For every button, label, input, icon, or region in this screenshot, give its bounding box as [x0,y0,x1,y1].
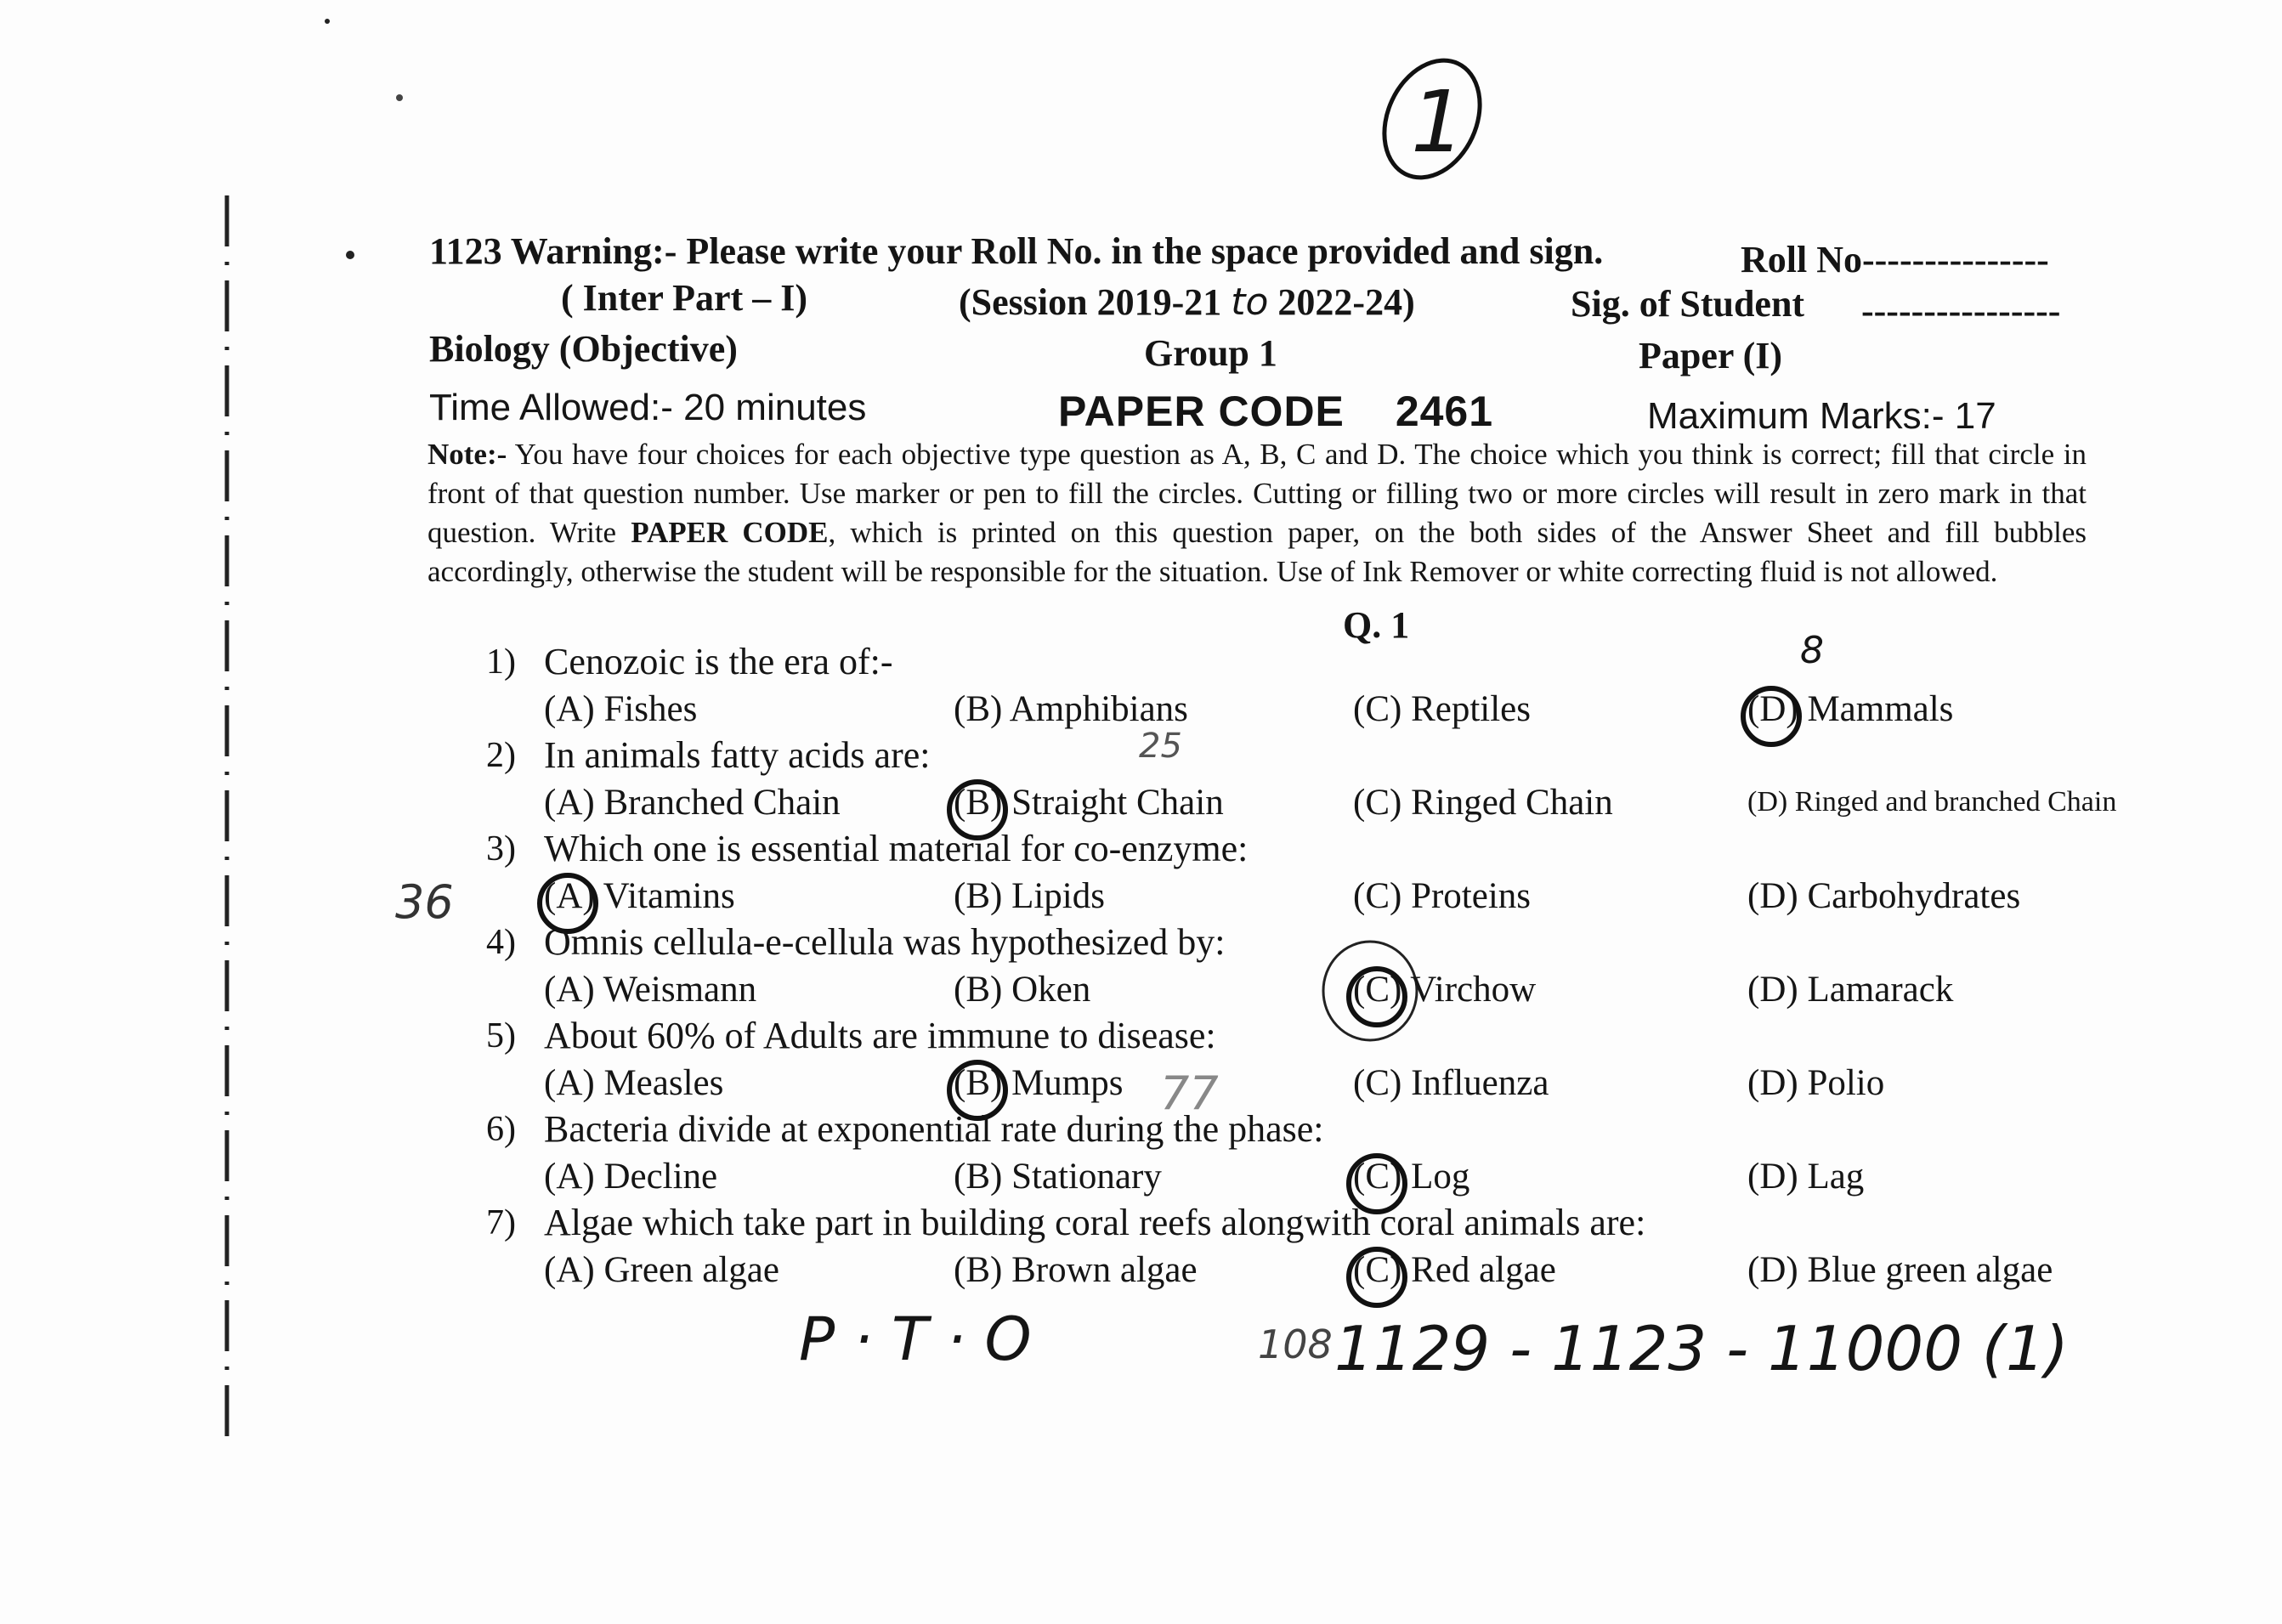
question-number: 4) [486,923,516,962]
scan-dot [325,19,330,24]
question-number: 1) [486,642,516,682]
handwritten-25: 25 [1139,727,1182,766]
option-b: (B) Brown algae [954,1250,1198,1290]
group: Group 1 [1144,332,1277,374]
scan-dot [346,251,354,259]
sig-of-student: Sig. of Student [1571,283,1805,325]
option-a: (A) Vitamins [544,876,735,916]
session [959,280,1415,324]
option-c: (C) Red algae [1353,1250,1556,1290]
handwritten-77: 77 [1160,1067,1219,1120]
option-a: (A) Decline [544,1157,718,1197]
handwritten-8: 8 [1800,629,1824,672]
option-c: (C) Proteins [1353,876,1532,916]
option-d: (D) Ringed and branched Chain [1747,786,2117,818]
question-number: 2) [486,736,516,775]
handwritten-footer-prefix: 108 [1258,1321,1333,1367]
note-label: Note:- [428,438,507,471]
option-d: (D) Lamarack [1747,970,1954,1010]
option-b: (B) Oken [954,970,1091,1010]
note-paper-code: PAPER CODE [631,516,829,549]
option-d: (D) Blue green algae [1747,1250,2053,1290]
question-text: Which one is essential material for co-enzyme: [544,828,1249,869]
handwritten-footer-code: 1129 - 1123 - 11000 (1) [1334,1313,2069,1384]
option-b: (B) Straight Chain [954,783,1224,823]
question-number: 6) [486,1110,516,1149]
paper: Paper (I) [1639,335,1783,376]
option-b: (B) Lipids [954,876,1105,916]
session-end: 2022-24) [1277,281,1415,323]
option-a: (A) Measles [544,1063,724,1103]
paper-code-label: PAPER CODE [1058,388,1345,435]
option-a: (A) Branched Chain [544,783,841,823]
option-d: (D) Carbohydrates [1747,876,2021,916]
page-number-handwritten: 1 [1411,72,1465,172]
answer-mark-circle [1346,966,1407,1027]
question-text: Cenozoic is the era of:- [544,641,893,682]
handwritten-pto: P · T · O [799,1304,1032,1374]
time-allowed: Time Allowed:- 20 minutes [429,387,867,428]
option-d: (D) Lag [1747,1157,1865,1197]
option-a: (A) Fishes [544,689,698,729]
option-b: (B) Amphibians [954,689,1188,729]
option-c: (C) Influenza [1353,1063,1549,1103]
note-text-2: , which is printed on this question paper, on the both sides of the Answer Sheet and fill bubbles accordingly, otherwise the student will be responsible for the situation. Use of Ink Remover or white correcting fluid is not allowed. [428,516,2087,588]
question-text: Bacteria divide at exponential rate during the phase: [544,1108,1324,1150]
question-text: Omnis cellula-e-cellula was hypothesized by: [544,921,1226,963]
option-d: (D) Mammals [1747,689,1954,729]
question-text: Algae which take part in building coral reefs alongwith coral animals are: [544,1202,1646,1243]
q1-label: Q. 1 [1343,604,1410,646]
inter-part: ( Inter Part – I) [561,277,807,319]
option-a: (A) Weismann [544,970,757,1010]
answer-mark-circle [1741,686,1802,747]
option-c: (C) Virchow [1353,970,1537,1010]
scan-dot [396,94,403,101]
option-b: (B) Mumps [954,1063,1124,1103]
note-text-1: You have four choices for each objective type question as A, B, C and D. The choice which you think is correct; fill that circle in front of that question number. Use marker or pen to fill the circles. Cutting or filling two or more circles will result in zero mark in that question. Write [428,438,2087,549]
warning-line: 1123 Warning:- Please write your Roll No. in the space provided and sign. [429,230,1604,272]
max-marks: Maximum Marks:- 17 [1647,395,1996,437]
option-c: (C) Reptiles [1353,689,1531,729]
paper-code-value: 2461 [1395,388,1494,435]
question-text: About 60% of Adults are immune to disease: [544,1015,1216,1056]
handwritten-36: 36 [395,875,454,929]
option-c: (C) Log [1353,1157,1470,1197]
option-a: (A) Green algae [544,1250,779,1290]
paper-code [1058,387,1493,436]
session-to: to [1231,280,1269,324]
session-start: (Session 2019-21 [959,281,1222,323]
option-c: (C) Ringed Chain [1353,783,1613,823]
subject: Biology (Objective) [429,328,738,370]
question-text: In animals fatty acids are: [544,734,931,776]
question-number: 5) [486,1016,516,1055]
note-paragraph [428,435,2087,591]
question-number: 7) [486,1203,516,1242]
option-d: (D) Polio [1747,1063,1885,1103]
roll-no: Roll No--------------- [1741,239,2049,280]
option-b: (B) Stationary [954,1157,1162,1197]
sig-line: ---------------- [1861,290,2061,331]
question-number: 3) [486,829,516,869]
answer-mark-circle [1346,1247,1407,1308]
